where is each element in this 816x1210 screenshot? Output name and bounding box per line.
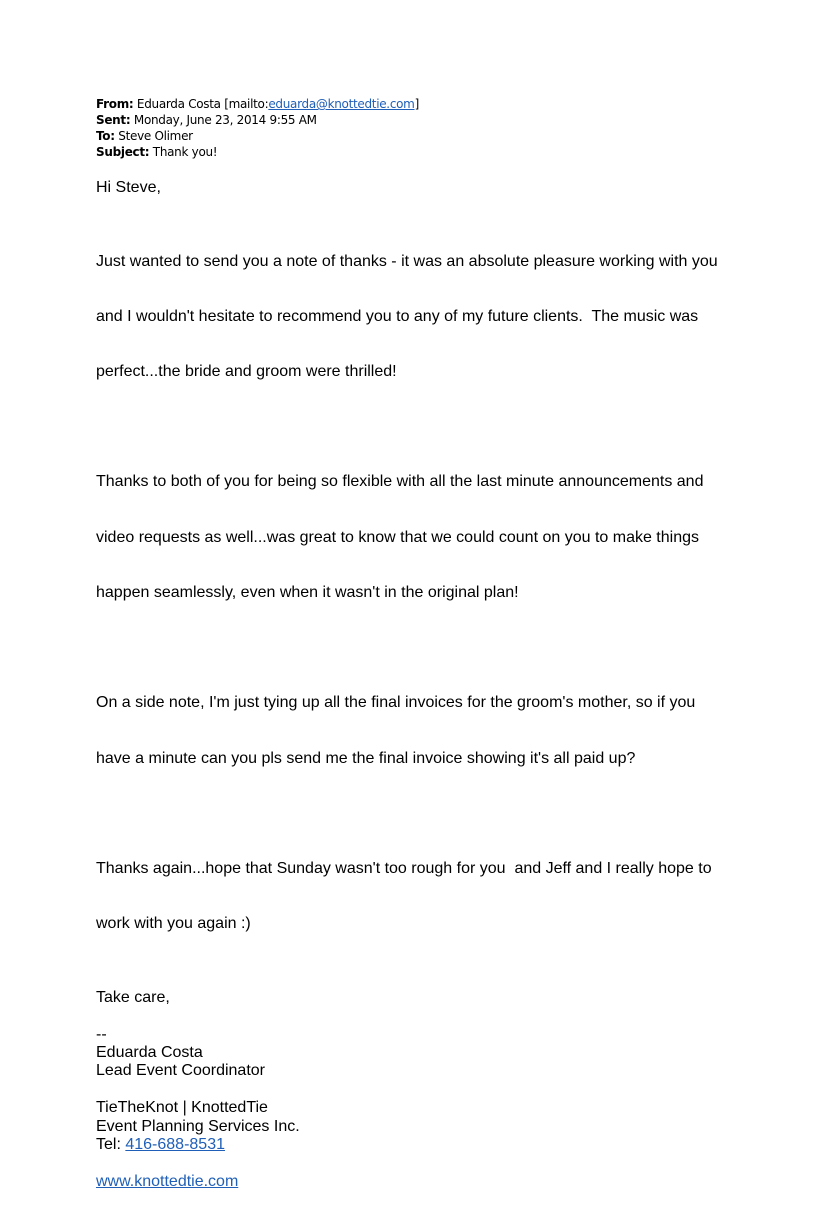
paragraph-flexible — [96, 437, 736, 639]
sent-value: Monday, June 23, 2014 9:55 AM — [133, 113, 317, 127]
signature-name: Eduarda Costa — [96, 1044, 203, 1061]
to-row — [96, 128, 419, 144]
from-name: Eduarda Costa [mailto: — [136, 97, 269, 111]
body-line: On a side note, I'm just tying up all the final invoices for the groom's mother, so if you — [96, 694, 696, 712]
tel-link[interactable]: 416-688-8531 — [125, 1136, 225, 1154]
body-line: and I wouldn't hesitate to recommend you to any of my future clients. The music was — [96, 307, 699, 325]
body-line: Thanks to both of you for being so flexible with all the last minute announcements and — [96, 473, 704, 491]
signature-company-line2: Event Planning Services Inc. — [96, 1117, 300, 1135]
subject-label: Subject: — [96, 145, 150, 159]
paragraph-invoice — [96, 658, 736, 805]
email-body — [96, 179, 736, 1210]
from-row — [96, 96, 419, 112]
subject-row — [96, 144, 419, 160]
from-close-bracket: ] — [414, 97, 419, 111]
from-label: From: — [96, 97, 134, 111]
sent-label: Sent: — [96, 113, 131, 127]
signature-website-block — [96, 1173, 736, 1191]
body-line: have a minute can you pls send me the final invoice showing it's all paid up? — [96, 749, 636, 767]
signature-tel-row — [96, 1136, 736, 1154]
paragraph-thanks-again — [96, 823, 736, 970]
body-line: happen seamlessly, even when it wasn't in the original plan! — [96, 583, 519, 601]
to-value: Steve Olimer — [118, 129, 193, 143]
website-link[interactable]: www.knottedtie.com — [96, 1172, 239, 1190]
closing: Take care, — [96, 988, 170, 1006]
body-line: video requests as well...was great to know that we could count on you to make things — [96, 528, 699, 546]
body-line: Thanks again...hope that Sunday wasn't too rough for you and Jeff and I really hope to — [96, 859, 712, 877]
signature-title: Lead Event Coordinator — [96, 1062, 265, 1080]
greeting: Hi Steve, — [96, 179, 161, 196]
body-line: perfect...the bride and groom were thrilled! — [96, 363, 397, 381]
body-line: Just wanted to send you a note of thanks - it was an absolute pleasure working with you — [96, 252, 718, 270]
signature-company-line1: TieTheKnot | KnottedTie — [96, 1099, 268, 1117]
tel-label: Tel: — [96, 1136, 126, 1154]
signature-company-block — [96, 1099, 736, 1154]
signature-separator: -- — [96, 1025, 107, 1043]
signature-name-block — [96, 1026, 736, 1081]
subject-value: Thank you! — [152, 145, 218, 159]
paragraph-thanks — [96, 216, 736, 418]
sent-row — [96, 112, 419, 128]
from-email-link[interactable]: eduarda@knottedtie.com — [268, 97, 415, 111]
email-header — [96, 96, 419, 160]
body-line: work with you again :) — [96, 915, 251, 933]
to-label: To: — [96, 129, 115, 143]
